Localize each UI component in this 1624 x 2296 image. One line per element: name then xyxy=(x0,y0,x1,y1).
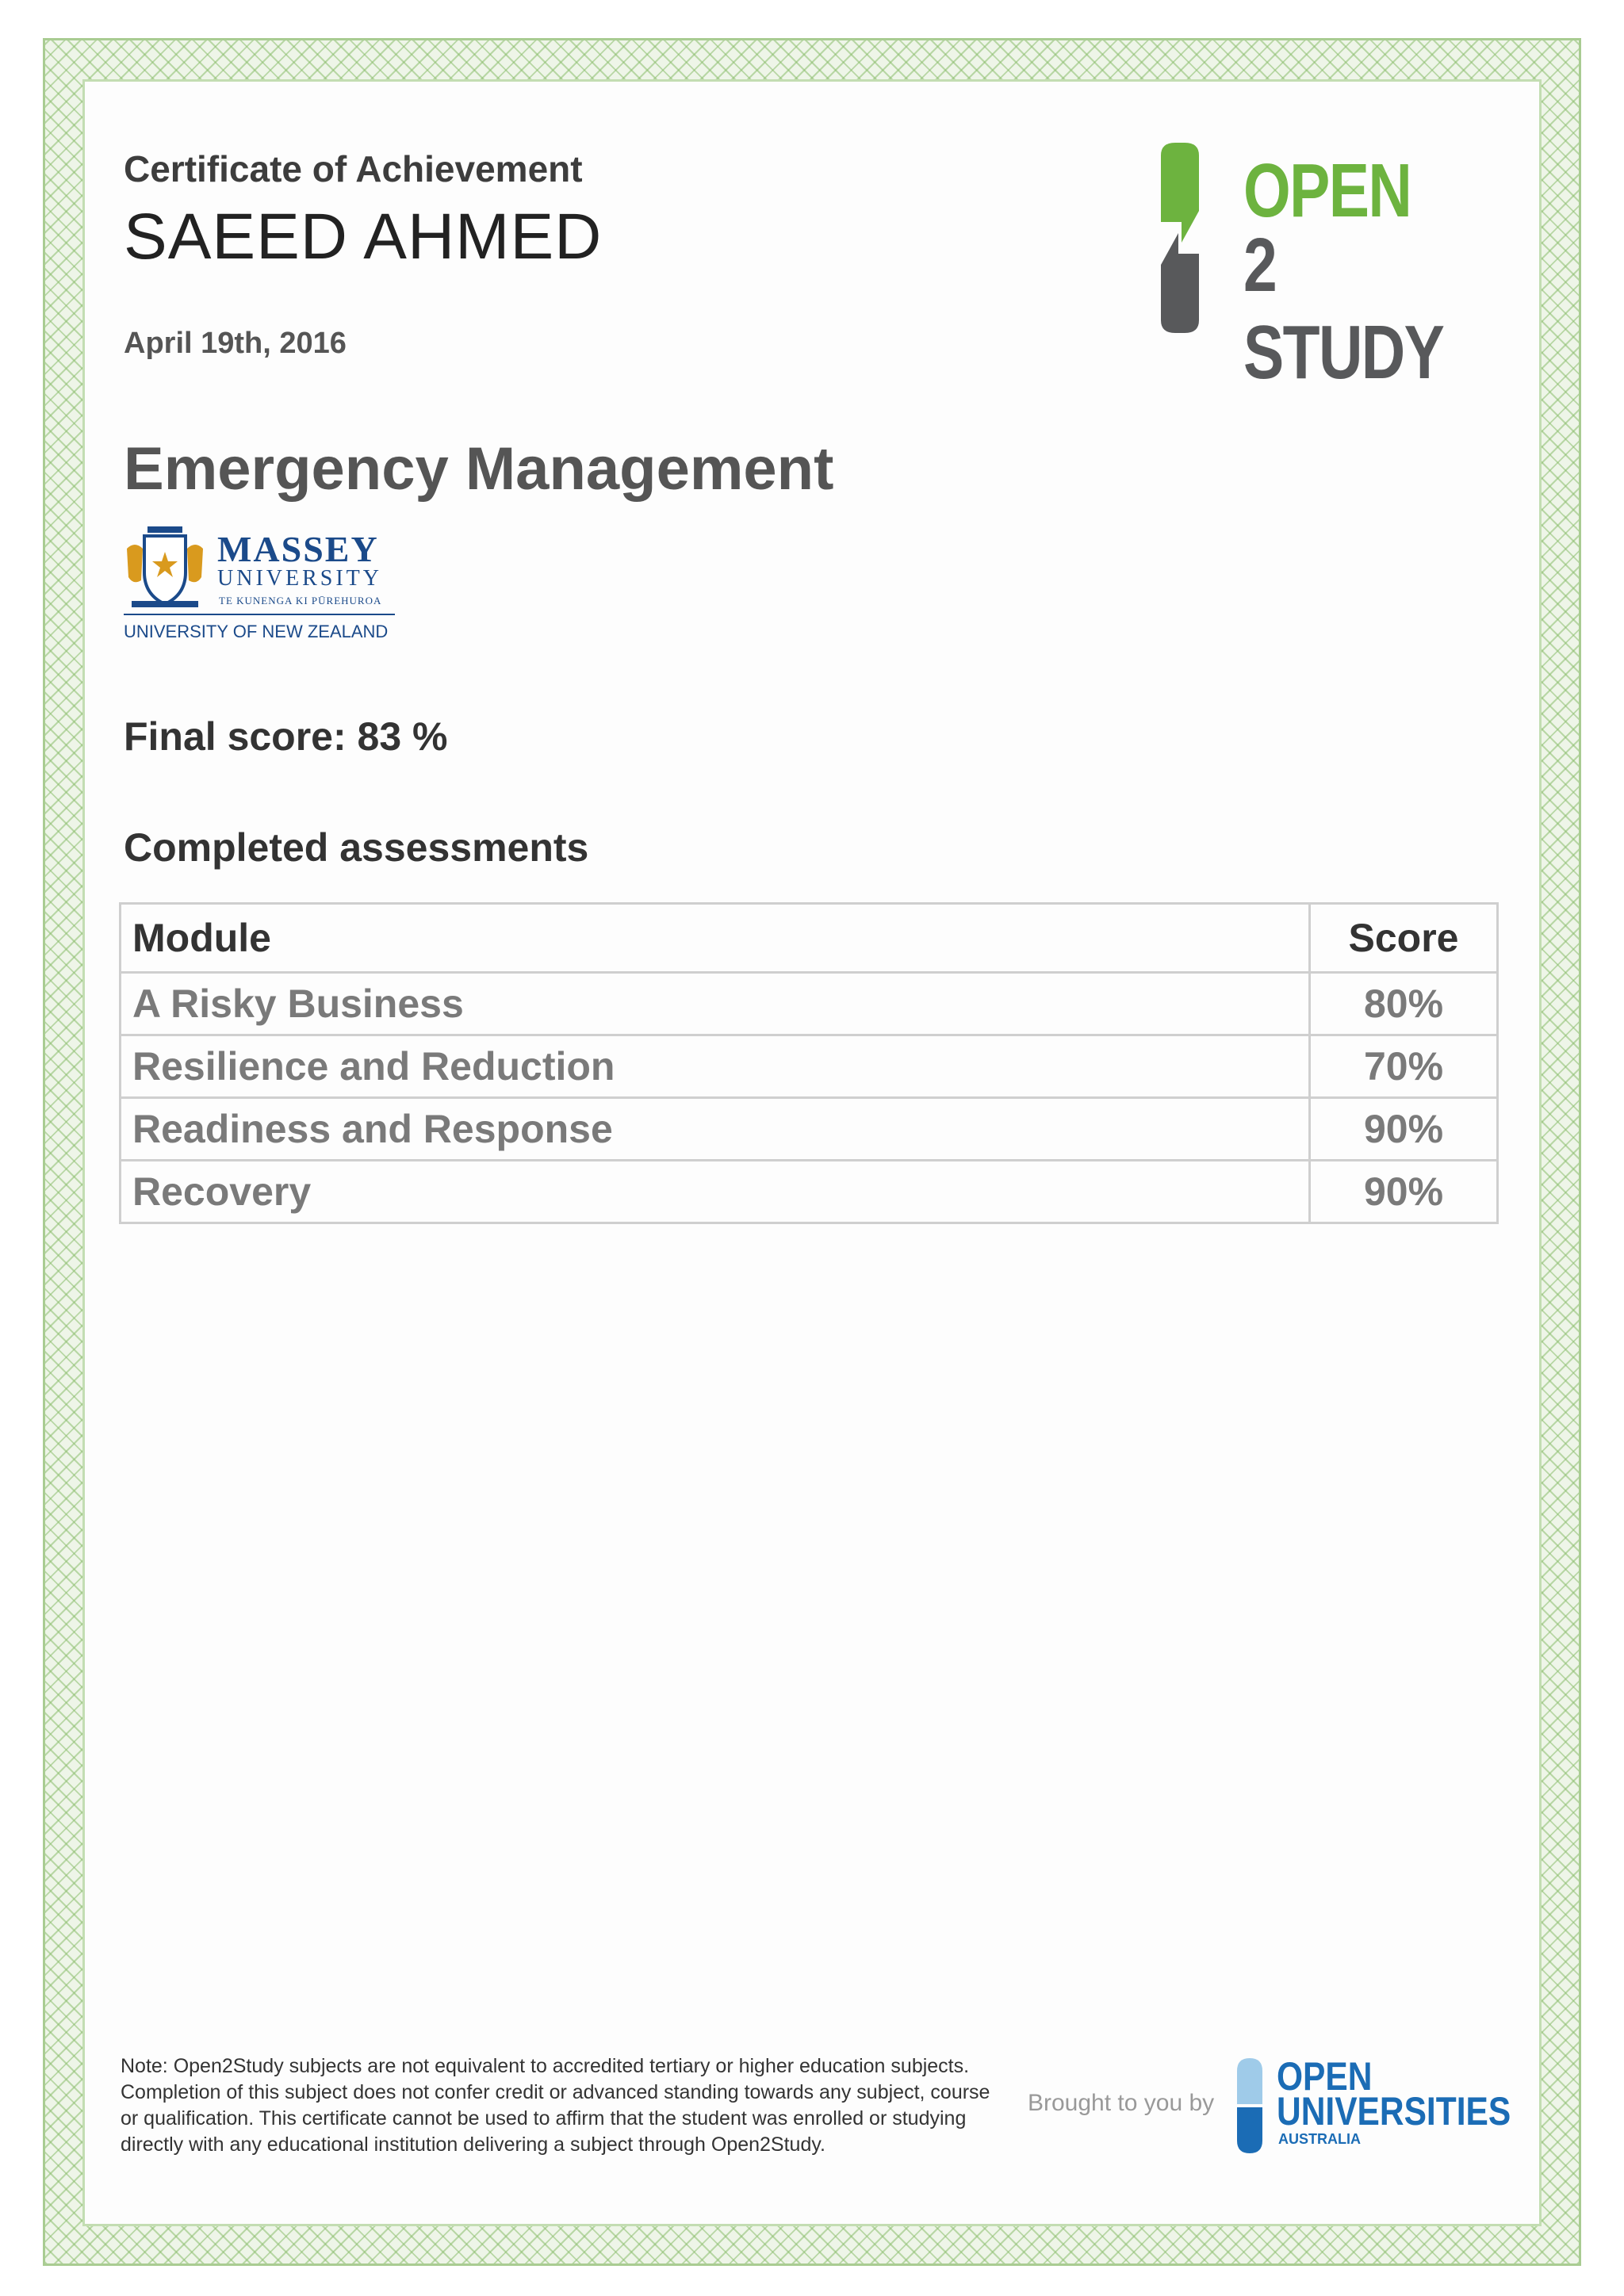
module-name: Readiness and Response xyxy=(121,1098,1310,1161)
table-row xyxy=(121,973,1498,1035)
module-score: 90% xyxy=(1310,1098,1498,1161)
module-name: Recovery xyxy=(121,1161,1310,1223)
massey-country-line: UNIVERSITY OF NEW ZEALAND xyxy=(124,622,389,641)
assessments-heading: Completed assessments xyxy=(124,825,589,870)
module-score: 90% xyxy=(1310,1161,1498,1223)
open2study-logo xyxy=(1150,143,1499,395)
brought-to-you-by: Brought to you by xyxy=(1028,2090,1215,2116)
table-row xyxy=(121,1098,1498,1161)
oua-line1: OPEN xyxy=(1277,2054,1373,2099)
table-header-score: Score xyxy=(1310,904,1498,973)
oua-line2: UNIVERSITIES xyxy=(1277,2089,1511,2133)
massey-divider xyxy=(124,614,395,615)
certificate-label: Certificate of Achievement xyxy=(124,148,583,189)
massey-name: MASSEY xyxy=(217,529,379,569)
assessments-table xyxy=(119,902,1499,1224)
open-universities-australia-logo xyxy=(1234,2053,1511,2156)
disclaimer-note: Note: Open2Study subjects are not equivalent to accredited tertiary or higher education subjects. Completion of this subject does not confer credit or advanced standing towards any subject, course or qualification. This certificate cannot be used to affirm that the student was enrolled or studying directly with any educational institution delivering a subject through Open2Study. xyxy=(121,2055,990,2156)
massey-university-logo xyxy=(124,525,401,652)
open2study-mark-icon xyxy=(1150,143,1221,333)
module-score: 80% xyxy=(1310,973,1498,1035)
issue-date: April 19th, 2016 xyxy=(124,327,347,360)
module-score: 70% xyxy=(1310,1035,1498,1098)
open2study-logo-line2: 2 STUDY xyxy=(1243,223,1444,395)
table-header-module: Module xyxy=(121,904,1310,973)
open2study-logo-line1: OPEN xyxy=(1243,148,1411,233)
massey-crest-icon xyxy=(124,525,206,610)
table-row xyxy=(121,1161,1498,1223)
table-row xyxy=(121,1035,1498,1098)
massey-motto: TE KUNENGA KI PŪREHUROA xyxy=(219,595,382,607)
table-header-row xyxy=(121,904,1498,973)
student-name: SAEED AHMED xyxy=(124,201,603,273)
oua-capsule-icon xyxy=(1234,2057,1266,2155)
oua-line3: AUSTRALIA xyxy=(1278,2131,1361,2147)
final-score: Final score: 83 % xyxy=(124,714,448,759)
module-name: Resilience and Reduction xyxy=(121,1035,1310,1098)
module-name: A Risky Business xyxy=(121,973,1310,1035)
massey-university-word: UNIVERSITY xyxy=(217,566,382,591)
course-title: Emergency Management xyxy=(124,435,834,503)
